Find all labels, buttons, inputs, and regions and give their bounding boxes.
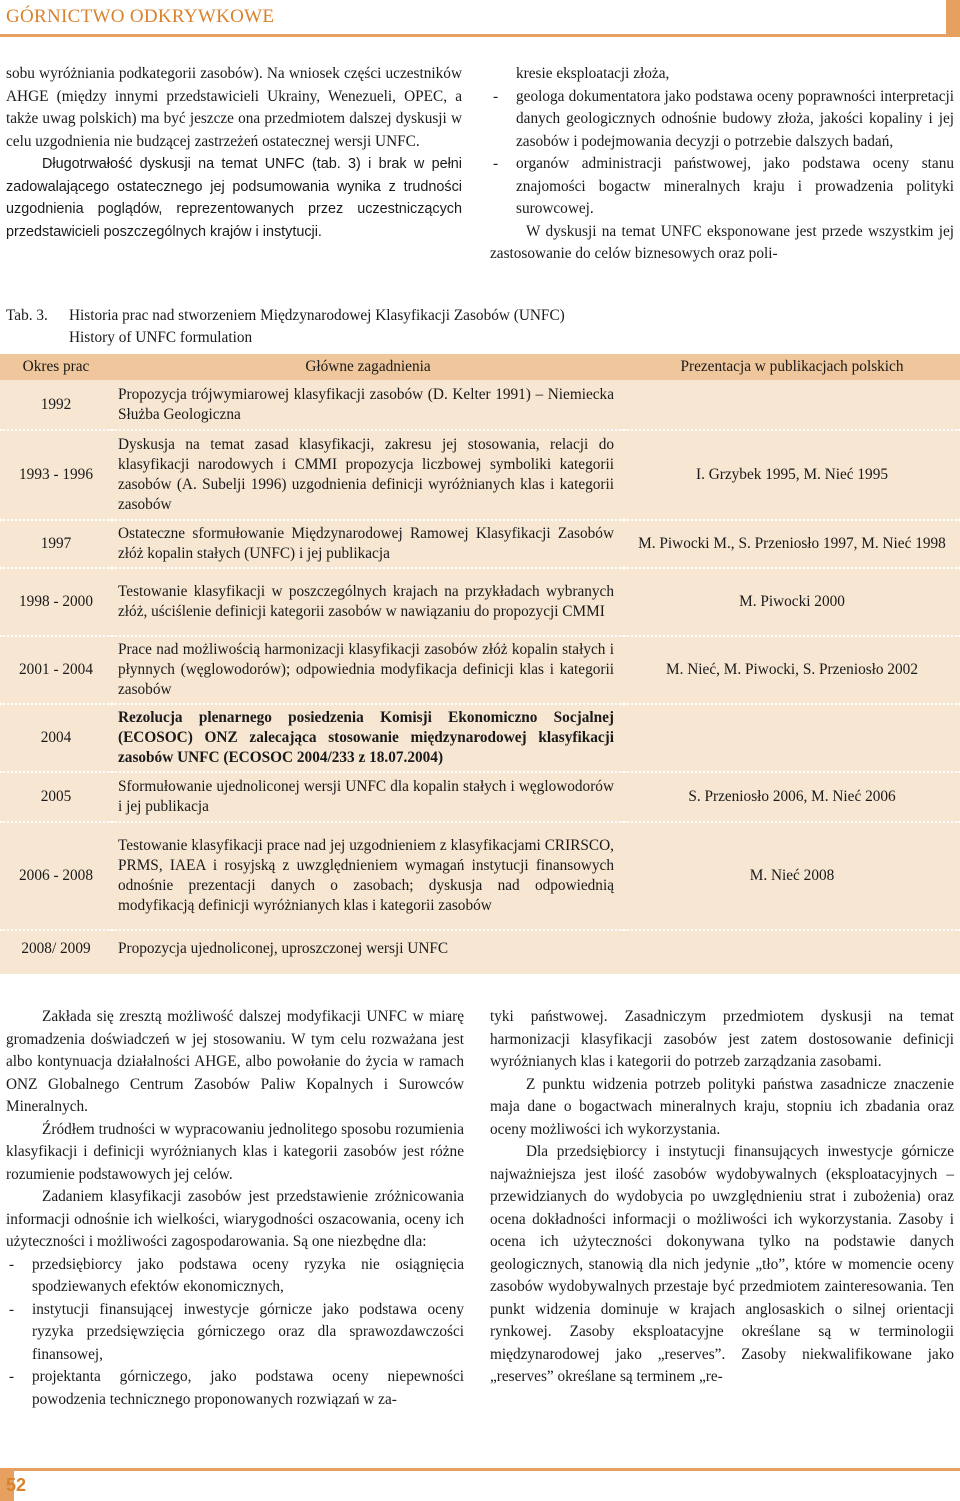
- table-row: [0, 636, 960, 704]
- table-header-row: [0, 354, 960, 380]
- cell-period: 2005: [40, 788, 72, 805]
- header-rule: [0, 34, 960, 37]
- cell-period: 1997: [40, 535, 72, 552]
- column-header-publications: Prezentacja w publikacjach polskich: [624, 354, 960, 380]
- paragraph-continuation: kresie eksploatacji złoża,: [516, 65, 670, 82]
- history-table: [0, 354, 960, 966]
- cell-publication: M. Nieć 2008: [749, 867, 835, 884]
- paragraph: sobu wyróżniania podkategorii zasobów). Na wniosek części uczestników AHGE (między innymi przedstawicieli Ukrainy, Wenezueli, OPEC, a także uwag polskich) ma być jeszcze ona przedmiotem dalszej dyskusji w celu uzgodnienia nie budzącej zastrzeżeń ostatecznej wersji UNFC.: [6, 65, 462, 150]
- text-column-bottom-right: [490, 1006, 954, 1389]
- table-row: [0, 430, 960, 520]
- history-table-container: [0, 354, 960, 974]
- cell-publication: [624, 380, 960, 430]
- paragraph: Zadaniem klasyfikacji zasobów jest przedstawienie zróżnicowania informacji odnośnie ich wielkości, wiarygodności oszacowania, oceny ich użyteczności i możliwości zagospodarowania. Są one niezbędne dla:: [6, 1188, 464, 1250]
- cell-topic: Testowanie klasyfikacji prace nad jej uzgodnieniem z klasyfikacjami CRIRSCO, PRMS, IAEA i rosyjską z uwzględnieniem wymagań instytucji finansowych odnośnie prezentacji danych o zasobach; dyskusja nad odpowiednią modyfikacją definicji wyróżnianych klas i kategorii zasobów: [118, 837, 614, 914]
- cell-topic: Dyskusja na temat zasad klasyfikacji, zakresu jej stosowania, relacji do klasyfikacji narodowych i CMMI propozycja liczbowej symboliki kategorii zasobów (A. Subelji 1996) uzgodnienia definicji wyróżnianych klas i kategorii zasobów: [118, 436, 614, 513]
- text-column-top-right: [490, 63, 954, 266]
- cell-topic: Propozycja trójwymiarowej klasyfikacji zasobów (D. Kelter 1991) – Niemiecka Służba Geologiczna: [118, 385, 614, 423]
- footer-rule: [0, 1468, 960, 1471]
- paragraph: W dyskusji na temat UNFC eksponowane jest przede wszystkim jej zastosowanie do celów biznesowych oraz poli-: [490, 222, 954, 262]
- paragraph: Z punktu widzenia potrzeb polityki państwa zasadnicze znaczenie maja dane o bogactwach mineralnych kraju, stopniu ich zbadania oraz oceny możliwości ich wykorzystania.: [490, 1075, 954, 1138]
- table-row: [0, 380, 960, 430]
- table-row: [0, 568, 960, 636]
- running-header: [0, 0, 960, 44]
- cell-publication: M. Nieć, M. Piwocki, S. Przeniosło 2002: [666, 661, 918, 678]
- column-header-period: Okres prac: [0, 354, 112, 380]
- cell-topic: Testowanie klasyfikacji w poszczególnych krajach na przykładach wybranych złóż, uściślenie definicji kategorii zasobów w nawiązaniu do propozycji CMMI: [118, 583, 614, 620]
- cell-period: 2006 - 2008: [19, 867, 93, 884]
- cell-publication: M. Piwocki M., S. Przeniosło 1997, M. Nieć 1998: [638, 535, 946, 552]
- paragraph: Długotrwałość dyskusji na temat UNFC (tab. 3) i brak w pełni zadowalającego ostatecznego jej podsumowania wynika z trudności uzgodnienia poglądów, reprezentowanych przez uczestniczących przedstawicieli poszczególnych krajów i instytucji.: [6, 156, 462, 240]
- cell-period: 1993 - 1996: [19, 466, 93, 483]
- paragraph: Źródłem trudności w wypracowaniu jednolitego sposobu rozumienia klasyfikacji i definicji wyróżnianych klas i kategorii zasobów jest różne rozumienie podstawowych jej celów.: [6, 1120, 464, 1183]
- paragraph: Zakłada się zresztą możliwość dalszej modyfikacji UNFC w miarę gromadzenia doświadczeń w jej stosowaniu. W tym celu rozważana jest albo kontynuacja działalności AHGE, albo powołanie do życia w ramach ONZ Globalnego Centrum Zasobów Paliw Kopalnych i Surowców Mineralnych.: [6, 1008, 464, 1115]
- column-header-topics: Główne zagadnienia: [112, 354, 624, 380]
- paragraph: Dla przedsiębiorcy i instytucji finansujących inwestycje górnicze najważniejsza jest ilość zasobów wydobywalnych (eksploatacyjnych – przewidzianych do wydobycia po uwzględnieniu strat i zubożenia) oraz ocena dokładności informacji o możliwości ich wykorzystania. Zasoby i ocena ich użyteczności dokonywana tylko na podstawie danych geologicznych, stanowią dla nich jedynie „tło”, które w momencie oceny zasobów wydobywalnych przestaje być przedmiotem zainteresowania. Ten punkt widzenia dominuje w krajach anglosaskich o silnej orientacji rynkowej. Zasoby eksploatacyjne określane są w terminologii międzynarodowej jako „reserves”. Zasoby niekwalifikowane jako „reserves” określane są terminem „re-: [490, 1143, 954, 1385]
- table-row: [0, 520, 960, 568]
- cell-period: 2001 - 2004: [19, 661, 93, 678]
- list-item: - instytucji finansującej inwestycje górnicze jako podstawa oceny ryzyka przedsięwzięcia górniczego oraz dla sprawozdawczości finansowej,: [6, 1299, 464, 1367]
- cell-topic: Sformułowanie ujednoliconej wersji UNFC dla kopalin stałych i węglowodorów i jej publikacja: [118, 778, 614, 815]
- list-item: - organów administracji państwowej, jako podstawa oceny stanu znajomości bogactw mineralnych kraju i prowadzenia polityki surowcowej.: [490, 153, 954, 221]
- table-title-pl: Historia prac nad stworzeniem Międzynarodowej Klasyfikacji Zasobów (UNFC): [69, 307, 565, 324]
- cell-topic: Prace nad możliwością harmonizacji klasyfikacji zasobów złóż kopalin stałych i płynnych (węglowodorów); odpowiednia modyfikacja definicji klas i kategorii zasobów: [118, 641, 614, 698]
- cell-topic: Propozycja ujednoliconej, uproszczonej wersji UNFC: [118, 939, 449, 957]
- table-row: [0, 822, 960, 930]
- cell-publication: S. Przeniosło 2006, M. Nieć 2006: [688, 788, 896, 805]
- list-item: - przedsiębiorcy jako podstawa oceny ryzyka nie osiągnięcia spodziewanych efektów ekonomicznych,: [6, 1254, 464, 1299]
- table-row: [0, 930, 960, 966]
- cell-period: 2004: [40, 729, 72, 746]
- table-label: Tab. 3.: [6, 307, 48, 324]
- cell-topic: Rezolucja plenarnego posiedzenia Komisji Ekonomiczno Socjalnej (ECOSOC) ONZ zalecająca stosowanie międzynarodowej klasyfikacji zasobów UNFC (ECOSOC 2004/233 z 18.07.2004): [118, 709, 614, 766]
- list-item: - projektanta górniczego, jako podstawa oceny niepewności powodzenia technicznego proponowanych rozwiązań w za-: [6, 1366, 464, 1411]
- cell-topic: Ostateczne sformułowanie Międzynarodowej Ramowej Klasyfikacji Zasobów złóż kopalin stałych (UNFC) i jej publikacja: [118, 525, 614, 562]
- table-row: [0, 704, 960, 772]
- header-tab-marker: [946, 0, 960, 36]
- cell-publication: [624, 704, 960, 772]
- paragraph: tyki państwowej. Zasadniczym przedmiotem dyskusji na temat harmonizacji klasyfikacji zasobów jest zatem dostosowanie definicji wyróżnianych klas i kategorii do potrzeb zarządzania zasobami.: [490, 1008, 954, 1070]
- cell-publication: I. Grzybek 1995, M. Nieć 1995: [695, 466, 889, 483]
- cell-period: 2008/ 2009: [21, 939, 91, 957]
- table-title-en: History of UNFC formulation: [69, 329, 253, 346]
- list-item: - geologa dokumentatora jako podstawa oceny poprawności interpretacji danych geologicznych odnośnie budowy złoża, jakości kopaliny i jej zasobów i podejmowania decyzji o potrzebie dalszych badań,: [490, 86, 954, 154]
- cell-period: 1998 - 2000: [19, 593, 93, 610]
- journal-title: GÓRNICTWO ODKRYWKOWE: [6, 6, 275, 27]
- text-column-top-left: [6, 63, 462, 243]
- page-number: 52: [6, 1475, 27, 1495]
- text-column-bottom-left: [6, 1006, 464, 1411]
- cell-period: 1992: [40, 395, 72, 413]
- table-row: [0, 772, 960, 822]
- cell-publication: [624, 930, 960, 966]
- cell-publication: M. Piwocki 2000: [739, 593, 845, 610]
